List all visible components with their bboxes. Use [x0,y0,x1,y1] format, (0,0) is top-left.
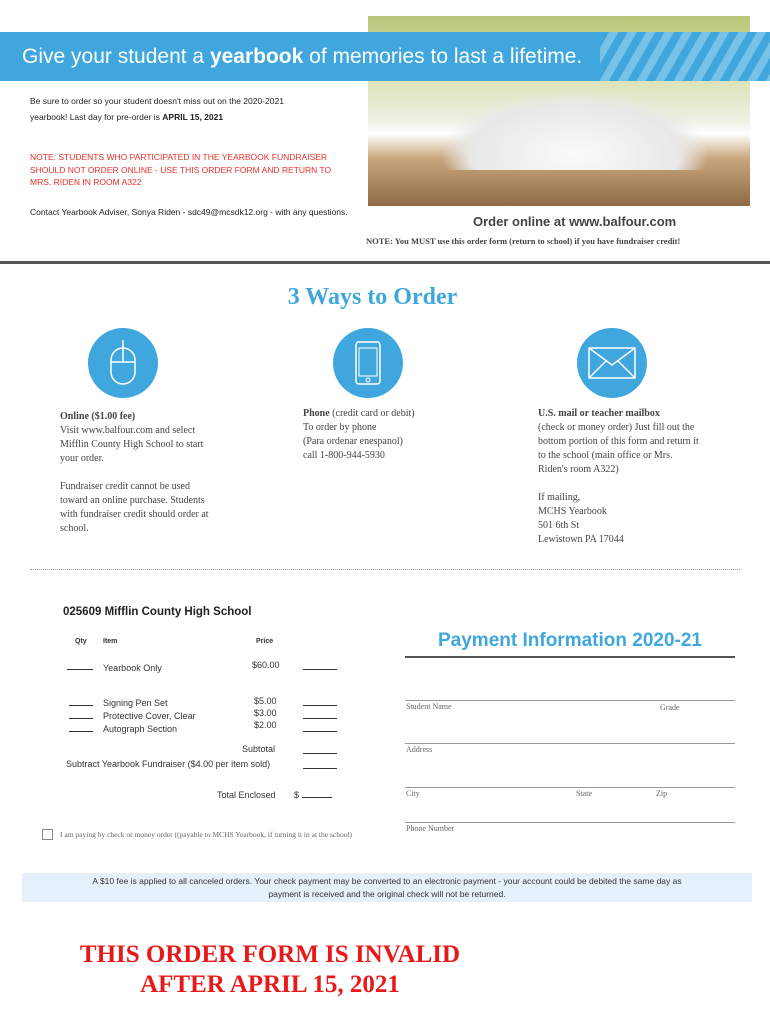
qty-header: Qty [75,638,87,645]
item-price: $60.00 [252,660,280,670]
qty-field[interactable] [69,718,93,719]
address-field[interactable] [405,743,735,744]
price-header: Price [256,638,274,645]
fee-notice: A $10 fee is applied to all canceled orders. Your check payment may be converted to an electronic payment - your account could be debited the same day as payment is received and the original check will not be returned. [22,873,752,902]
banner-stripes [600,32,770,81]
banner-text-end: of memories to last a lifetime. [303,45,583,68]
qty-field[interactable] [69,705,93,706]
banner-text: Give your student a [22,45,210,68]
mouse-icon [88,328,158,398]
total-field[interactable] [302,797,332,798]
city-label: City [406,789,420,798]
phone-method: Phone (credit card or debit) To order by phone (Para ordenar enespanol) call 1-800-944-5930 [303,408,415,461]
order-online-link[interactable]: Order online at www.balfour.com [473,214,677,229]
item-price: $5.00 [254,696,277,706]
yearbook-row [67,662,93,672]
qty-field[interactable] [67,669,93,670]
student-name-label: Student Name [406,702,452,711]
city-state-zip-field[interactable] [405,787,735,788]
check-payment-label: I am paying by check or money order ((payable to MCHS Yearbook, if turning it in at the school) [60,830,353,839]
line-total-field[interactable] [303,718,337,719]
grade-label: Grade [660,703,680,712]
school-name: 025609 Mifflin County High School [63,606,252,618]
line-total-field[interactable] [303,705,337,706]
online-method: Online ($1.00 fee) Visit www.balfour.com and select Mifflin County High School to start your order. Fundraiser credit cannot be used toward an online purchase. Students with fundraiser credit should order at school. [60,411,209,534]
payment-title: Payment Information 2020-21 [405,630,735,658]
phone-icon [333,328,403,398]
item-header: Item [103,638,118,645]
check-payment-checkbox[interactable] [42,829,53,840]
phone-label: Phone Number [406,824,455,833]
item-price: $2.00 [254,720,277,730]
must-note: NOTE: You MUST use this order form (return to school) if you have fundraiser credit! [366,236,681,246]
address-label: Address [406,745,433,754]
phone-field[interactable] [405,822,735,823]
line-total-field[interactable] [303,731,337,732]
state-label: State [576,789,592,798]
fundraiser-note: NOTE: STUDENTS WHO PARTICIPATED IN THE YEARBOOK FUNDRAISER SHOULD NOT ORDER ONLINE - USE THIS ORDER FORM AND RETURN TO MRS. RIDEN IN ROOM A322 [30,152,332,187]
item-name: Autograph Section [103,724,178,734]
mail-method: U.S. mail or teacher mailbox (check or money order) Just fill out the bottom portion of this form and return it to the school (main office or Mrs. Riden's room A322) If mailing, MCHS Yearbook 501 6th St Lewistown PA 17044 [538,408,699,545]
subtract-field[interactable] [303,768,337,769]
divider [0,261,770,264]
intro-text: Be sure to order so your student doesn't miss out on the 2020-2021 yearbook! Last day for pre-order is APRIL 15, 2021 [30,96,284,122]
total-label: Total Enclosed [217,790,276,800]
open-book-image [440,90,710,170]
invalid-warning: THIS ORDER FORM IS INVALID AFTER APRIL 15, 2021 [79,941,461,998]
zip-label: Zip [656,789,668,798]
contact-info: Contact Yearbook Adviser, Sonya Riden - sdc49@mcsdk12.org - with any questions. [30,207,348,217]
item-name: Protective Cover, Clear [103,711,196,721]
dollar-sign: $ [294,790,300,800]
item-name: Yearbook Only [103,663,162,673]
item-price: $3.00 [254,708,277,718]
subtract-label: Subtract Yearbook Fundraiser ($4.00 per item sold) [66,759,271,769]
student-name-field[interactable] [405,700,735,701]
banner-bold: yearbook [209,45,304,68]
ways-title: 3 Ways to Order [287,284,458,310]
subtotal-field[interactable] [303,753,337,754]
line-total-field[interactable] [303,669,337,670]
qty-field[interactable] [69,731,93,732]
subtotal-label: Subtotal [242,744,276,754]
item-name: Signing Pen Set [103,698,168,708]
envelope-icon [577,328,647,398]
cut-line [30,569,740,570]
